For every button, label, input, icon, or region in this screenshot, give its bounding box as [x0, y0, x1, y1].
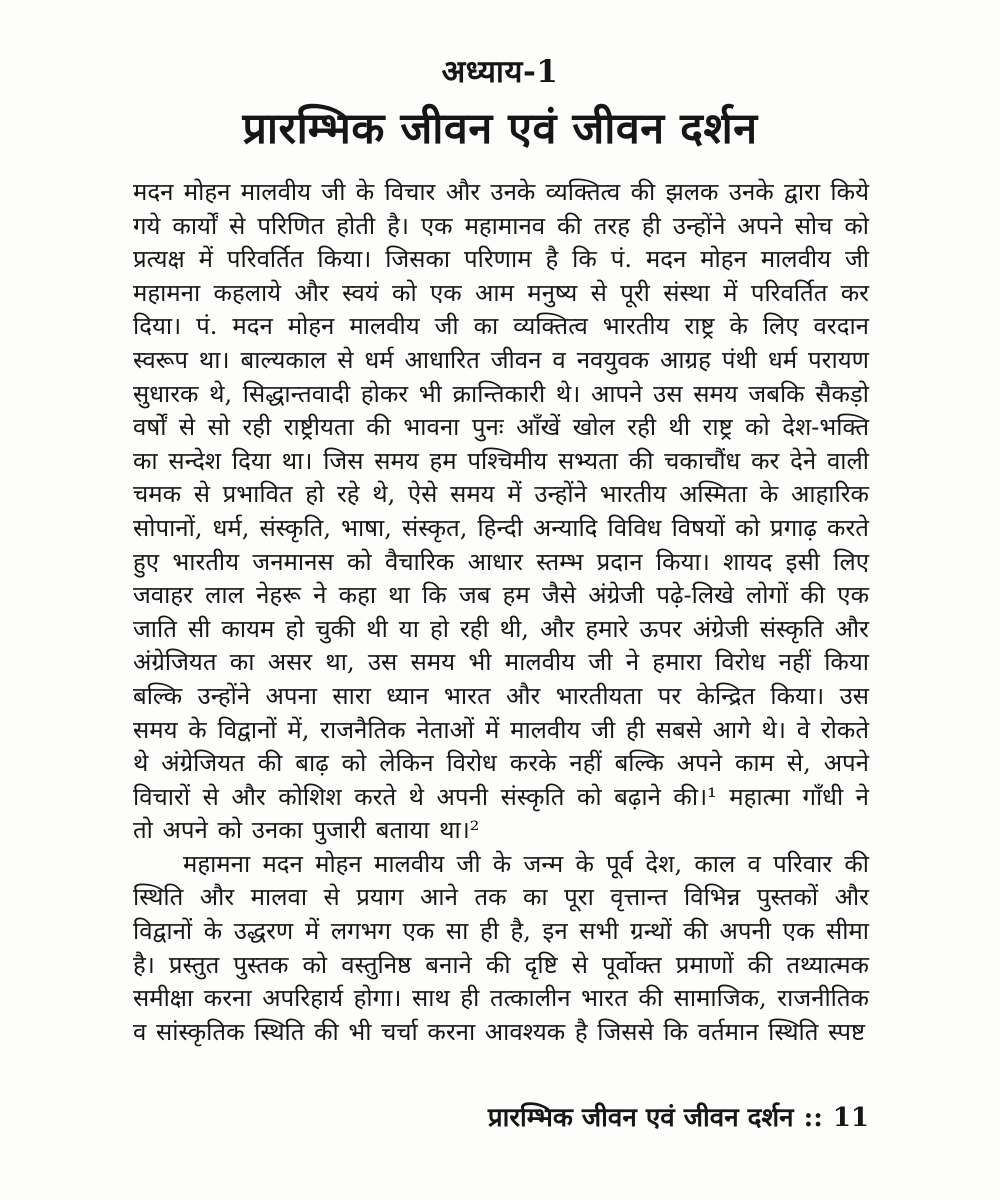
text-line: जवाहर लाल नेहरू ने कहा था कि जब हम जैसे अंग्रेजी पढ़े-लिखे लोगों की एक — [133, 581, 869, 610]
body-text — [133, 176, 869, 1049]
text-line: महामना मदन मोहन मालवीय जी के जन्म के पूर्व देश, काल व परिवार की — [183, 849, 869, 878]
text-line: हुए भारतीय जनमानस को वैचारिक आधार स्तम्भ प्रदान किया। शायद इसी लिए — [133, 547, 869, 576]
text-line: व सांस्कृतिक स्थिति की भी चर्चा करना आवश्यक है जिससे कि वर्तमान स्थिति स्पष्ट — [133, 1017, 866, 1046]
text-line: सोपानों, धर्म, संस्कृति, भाषा, संस्कृत, हिन्दी अन्यादि विविध विषयों को प्रगाढ़ करते — [133, 513, 869, 542]
text-line: गये कार्यों से परिणित होती है। एक महामानव की तरह ही उन्होंने अपने सोच को — [133, 211, 869, 240]
text-line: प्रत्यक्ष में परिवर्तित किया। जिसका परिणाम है कि पं. मदन मोहन मालवीय जी — [133, 245, 869, 274]
text-line: जाति सी कायम हो चुकी थी या हो रही थी, और हमारे ऊपर अंग्रेजी संस्कृति और — [133, 614, 869, 643]
page-footer — [133, 1098, 869, 1134]
text-line: मदन मोहन मालवीय जी के विचार और उनके व्यक्तित्व की झलक उनके द्वारा किये — [133, 178, 869, 206]
text-line: स्वरूप था। बाल्यकाल से धर्म आधारित जीवन व नवयुवक आग्रह पंथी धर्म परायण — [133, 345, 869, 374]
footer-running-title: प्रारम्भिक जीवन एवं जीवन दर्शन — [487, 1103, 794, 1133]
page-title: प्रारम्भिक जीवन एवं जीवन दर्शन — [242, 104, 758, 154]
text-line: समय के विद्वानों में, राजनैतिक नेताओं में मालवीय जी ही सबसे आगे थे। वे रोकते — [133, 715, 869, 744]
text-line: चमक से प्रभावित हो रहे थे, ऐसे समय में उन्होंने भारतीय अस्मिता के आहारिक — [133, 480, 869, 509]
text-line: बल्कि उन्होंने अपना सारा ध्यान भारत और भारतीयता पर केन्द्रित किया। उस — [133, 681, 869, 710]
text-line: है। प्रस्तुत पुस्तक को वस्तुनिष्ठ बनाने की दृष्टि से पूर्वोक्त प्रमाणों की तथ्यात्मक — [133, 950, 869, 979]
text-line: अंग्रेजियत का असर था, उस समय भी मालवीय जी ने हमारा विरोध नहीं किया — [133, 648, 869, 677]
text-line: विचारों से और कोशिश करते थे अपनी संस्कृति को बढ़ाने की।¹ महात्मा गाँधी ने — [133, 782, 869, 811]
text-line: महामना कहलाये और स्वयं को एक आम मनुष्य से पूरी संस्था में परिवर्तित कर — [133, 278, 869, 307]
chapter-label: अध्याय-1 — [441, 54, 559, 90]
text-line: विद्वानों के उद्धरण में लगभग एक सा ही है, इन सभी ग्रन्थों की अपनी एक सीमा — [133, 917, 869, 946]
text-line: समीक्षा करना अपरिहार्य होगा। साथ ही तत्कालीन भारत की सामाजिक, राजनीतिक — [133, 984, 869, 1013]
footer-page-number: 11 — [832, 1103, 869, 1133]
text-line: तो अपने को उनका पुजारी बताया था।² — [133, 816, 480, 845]
text-line: का सन्देश दिया था। जिस समय हम पश्चिमीय सभ्यता की चकाचौंध कर देने वाली — [133, 446, 869, 475]
text-line: दिया। पं. मदन मोहन मालवीय जी का व्यक्तित्व भारतीय राष्ट्र के लिए वरदान — [133, 312, 869, 341]
text-line: थे अंग्रेजियत की बाढ़ को लेकिन विरोध करके नहीं बल्कि अपने काम से, अपने — [133, 749, 869, 778]
footer-separator: :: — [803, 1103, 823, 1133]
text-line: स्थिति और मालवा से प्रयाग आने तक का पूरा वृत्तान्त विभिन्न पुस्तकों और — [133, 883, 869, 912]
text-line: वर्षों से सो रही राष्ट्रीयता की भावना पुनः आँखें खोल रही थी राष्ट्र को देश-भक्ति — [133, 413, 869, 442]
text-line: सुधारक थे, सिद्धान्तवादी होकर भी क्रान्तिकारी थे। आपने उस समय जबकि सैकड़ो — [133, 379, 869, 408]
